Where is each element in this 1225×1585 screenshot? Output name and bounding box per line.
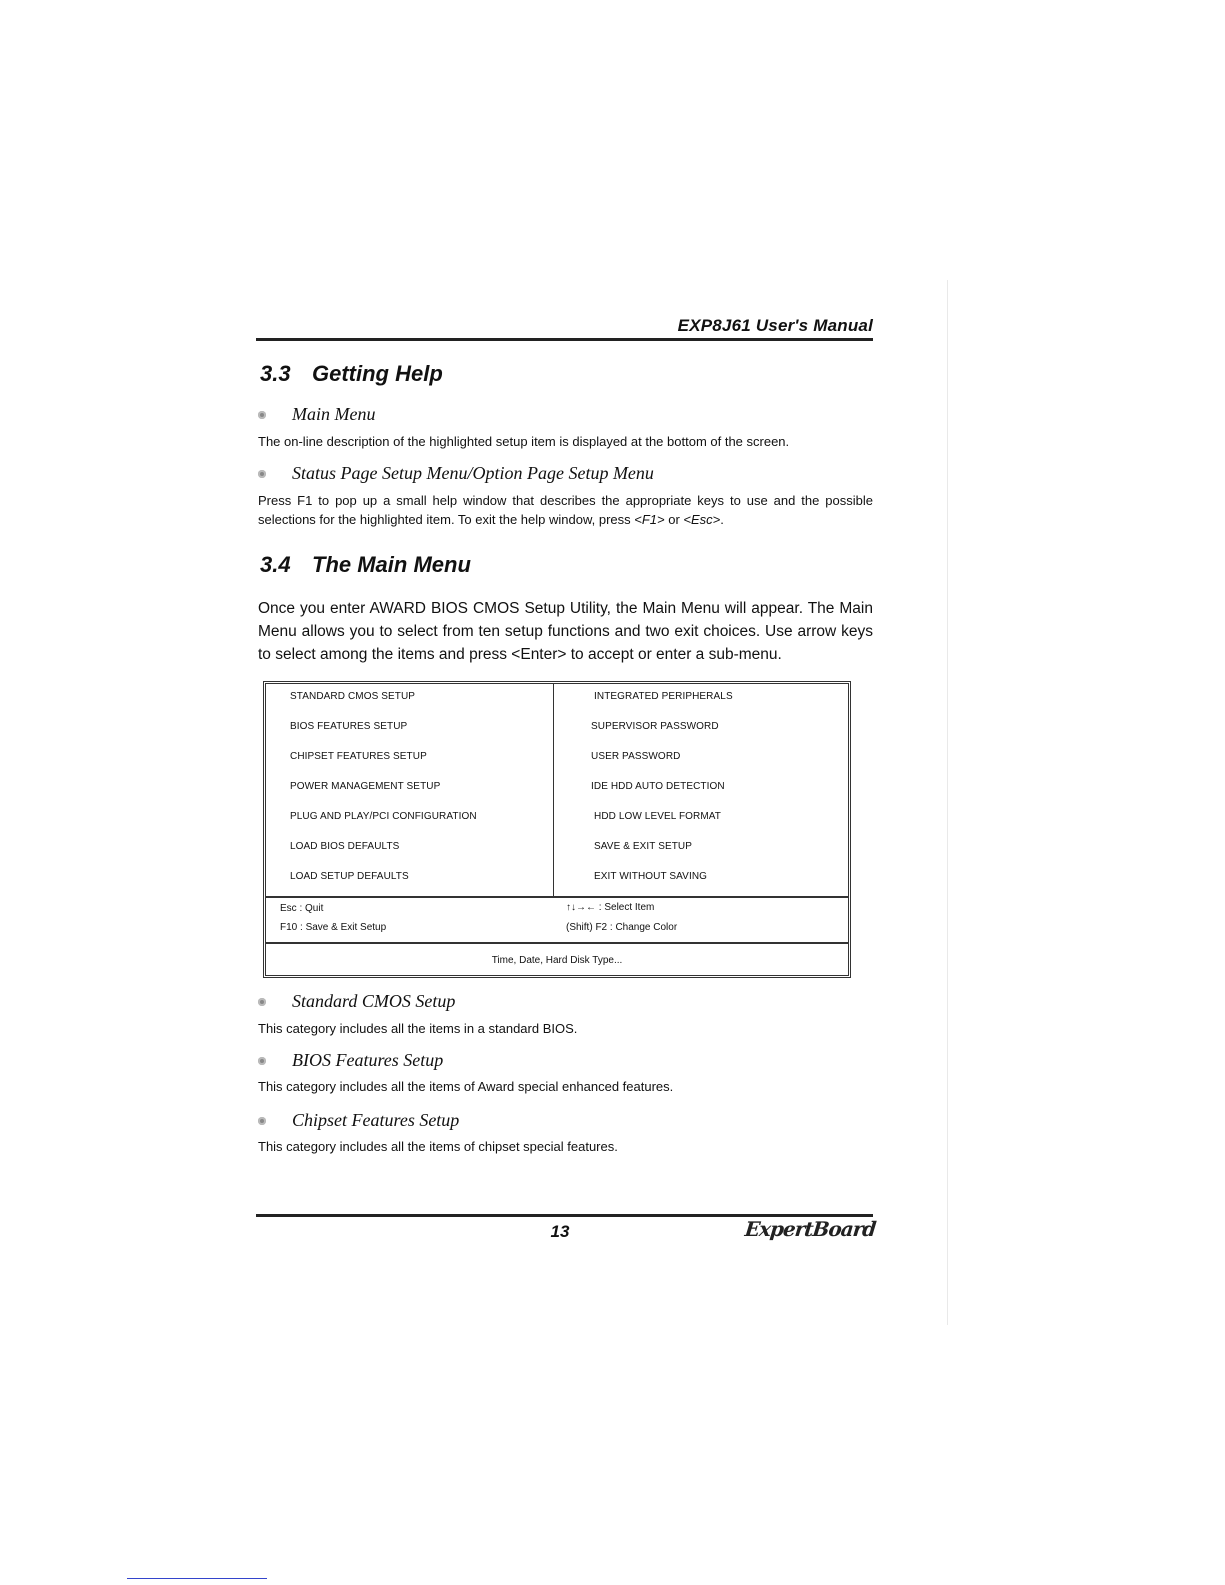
bios-help-arrows: ↑↓→← : Select Item bbox=[566, 902, 655, 913]
scan-artifact-line bbox=[127, 1578, 267, 1579]
bios-help-esc: Esc : Quit bbox=[280, 903, 324, 914]
paragraph-chipset-features: This category includes all the items of chipset special features. bbox=[258, 1139, 618, 1154]
header-rule bbox=[256, 338, 873, 341]
bios-item-user-password[interactable]: USER PASSWORD bbox=[591, 751, 681, 762]
bios-help-shift-f2: (Shift) F2 : Change Color bbox=[566, 922, 678, 933]
bullet-standard-cmos bbox=[258, 991, 455, 1012]
bullet-heading: Status Page Setup Menu/Option Page Setup Menu bbox=[292, 463, 654, 483]
bullet-status-page bbox=[258, 463, 654, 484]
key-esc: <Esc> bbox=[683, 512, 721, 527]
bios-item-standard-cmos[interactable]: STANDARD CMOS SETUP bbox=[290, 691, 416, 702]
bios-item-chipset-features[interactable]: CHIPSET FEATURES SETUP bbox=[290, 751, 427, 762]
paragraph-main-menu: The on-line description of the highlighted setup item is displayed at the bottom of the screen. bbox=[258, 434, 790, 449]
section-heading-getting-help bbox=[260, 361, 443, 387]
bios-right-column bbox=[554, 684, 848, 896]
section-number: 3.3 bbox=[260, 361, 291, 386]
bullet-heading: BIOS Features Setup bbox=[292, 1050, 444, 1070]
page-edge-line bbox=[947, 280, 948, 1325]
section-title: Getting Help bbox=[312, 361, 443, 386]
bios-divider bbox=[266, 896, 848, 898]
bullet-main-menu bbox=[258, 404, 375, 425]
bios-item-supervisor-password[interactable]: SUPERVISOR PASSWORD bbox=[591, 721, 719, 732]
bios-item-ide-hdd-detection[interactable]: IDE HDD AUTO DETECTION bbox=[591, 781, 725, 792]
bios-item-bios-features[interactable]: BIOS FEATURES SETUP bbox=[290, 721, 408, 732]
bullet-bios-features bbox=[258, 1050, 443, 1071]
bios-status-line: Time, Date, Hard Disk Type... bbox=[491, 955, 623, 966]
bios-item-exit-without-saving[interactable]: EXIT WITHOUT SAVING bbox=[594, 871, 708, 882]
section-number: 3.4 bbox=[260, 552, 291, 577]
bullet-icon bbox=[258, 1057, 266, 1065]
bullet-icon bbox=[258, 470, 266, 478]
page-number: 13 bbox=[550, 1222, 570, 1241]
bios-main-menu-screen bbox=[263, 681, 851, 978]
paragraph-text: Press F1 to pop up a small help window that describes the appropriate keys to use and the possible selections for the highlighted item. To exit the help window, press bbox=[258, 493, 873, 527]
bios-item-integrated-peripherals[interactable]: INTEGRATED PERIPHERALS bbox=[594, 691, 733, 702]
paragraph-standard-cmos: This category includes all the items in a standard BIOS. bbox=[258, 1021, 578, 1036]
bios-item-load-bios-defaults[interactable]: LOAD BIOS DEFAULTS bbox=[290, 841, 400, 852]
bios-divider bbox=[266, 942, 848, 944]
bios-help-f10: F10 : Save & Exit Setup bbox=[280, 922, 387, 933]
manual-header-title: EXP8J61 User's Manual bbox=[677, 316, 873, 335]
paragraph-text-or: or bbox=[664, 512, 684, 527]
bullet-icon bbox=[258, 411, 266, 419]
paragraph-main-menu-intro: Once you enter AWARD BIOS CMOS Setup Utility, the Main Menu will appear. The Main Menu allows you to select from ten setup functions and two exit choices. Use arrow keys to select among the items and press <Enter> to accept or enter a sub-menu. bbox=[258, 600, 873, 663]
bullet-icon bbox=[258, 998, 266, 1006]
section-title: The Main Menu bbox=[312, 552, 471, 577]
bullet-icon bbox=[258, 1117, 266, 1125]
section-heading-main-menu bbox=[260, 552, 471, 578]
bios-item-save-exit[interactable]: SAVE & EXIT SETUP bbox=[594, 841, 693, 852]
bullet-heading: Main Menu bbox=[292, 404, 376, 424]
bios-left-column bbox=[266, 684, 554, 896]
bullet-heading: Chipset Features Setup bbox=[292, 1110, 460, 1130]
bios-item-pnp-pci[interactable]: PLUG AND PLAY/PCI CONFIGURATION bbox=[290, 811, 477, 822]
expertboard-logo: ExpertBoard bbox=[743, 1217, 877, 1241]
paragraph-bios-features: This category includes all the items of Award special enhanced features. bbox=[258, 1079, 674, 1094]
paragraph-status-page bbox=[258, 491, 873, 529]
bios-item-power-management[interactable]: POWER MANAGEMENT SETUP bbox=[290, 781, 441, 792]
bullet-chipset-features bbox=[258, 1110, 459, 1131]
bios-item-load-setup-defaults[interactable]: LOAD SETUP DEFAULTS bbox=[290, 871, 409, 882]
key-f1: <F1> bbox=[634, 512, 665, 527]
bullet-heading: Standard CMOS Setup bbox=[292, 991, 456, 1011]
bios-item-hdd-format[interactable]: HDD LOW LEVEL FORMAT bbox=[594, 811, 722, 822]
paragraph-text-end: . bbox=[720, 512, 724, 527]
